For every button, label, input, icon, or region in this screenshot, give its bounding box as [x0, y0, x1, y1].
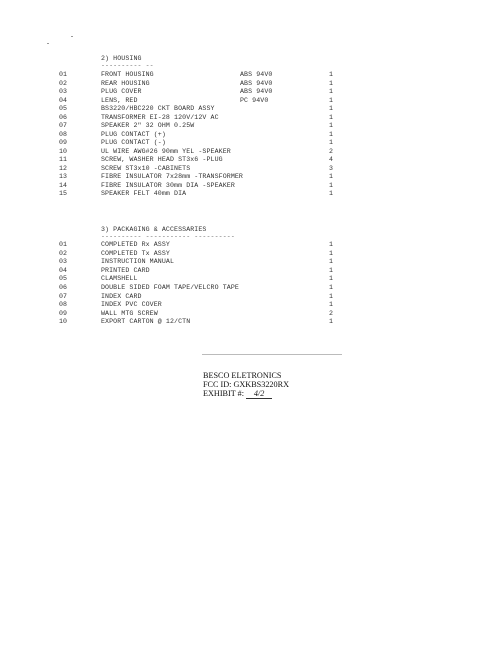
item-number: 01: [59, 241, 68, 248]
item-quantity: 1: [329, 258, 334, 266]
item-number: 03: [59, 258, 68, 266]
item-material: ABS 94V0: [240, 79, 273, 87]
item-number: 05: [59, 275, 68, 283]
item-number: 08: [59, 301, 68, 309]
item-description: PLUG COVER: [101, 88, 142, 95]
item-quantity: 1: [329, 71, 334, 78]
item-quantity: 1: [329, 266, 334, 274]
item-description: SCREW, WASHER HEAD ST3x6 -PLUG: [101, 156, 223, 163]
item-description: PLUG CONTACT (-): [101, 139, 166, 146]
item-number: 08: [59, 130, 68, 138]
item-quantity: 1: [329, 139, 334, 146]
item-description: INDEX PVC COVER: [101, 301, 162, 309]
item-description: CLAMSHELL: [101, 275, 138, 283]
footer-divider-line: [202, 354, 342, 355]
list-item: [0, 318, 488, 327]
item-quantity: 1: [329, 301, 334, 309]
item-quantity: 2: [329, 309, 334, 317]
item-number: 06: [59, 284, 68, 291]
item-description: COMPLETED Tx ASSY: [101, 249, 170, 257]
item-number: 11: [59, 156, 68, 163]
item-number: 01: [59, 71, 68, 78]
housing-section-title: 2) HOUSING: [101, 55, 142, 62]
item-number: 09: [59, 139, 68, 146]
item-number: 03: [59, 88, 68, 95]
item-description: BS3220/HBC220 CKT BOARD ASSY: [101, 105, 215, 112]
item-quantity: 1: [329, 249, 334, 257]
item-description: FRONT HOUSING: [101, 71, 154, 78]
item-quantity: 1: [329, 241, 334, 248]
item-quantity: 1: [329, 105, 334, 112]
packaging-section-underline: ---------- ----------- ----------: [101, 233, 235, 240]
item-description: TRANSFORMER EI-28 120V/12V AC: [101, 113, 219, 121]
item-description: SPEAKER FELT 40mm DIA: [101, 190, 187, 197]
exhibit-label: EXHIBIT #:: [203, 389, 245, 398]
exhibit-number: [203, 389, 272, 399]
item-number: 02: [59, 249, 68, 257]
item-material: ABS 94V0: [240, 88, 273, 95]
item-description: INDEX CARD: [101, 292, 142, 300]
item-quantity: 1: [329, 88, 334, 95]
item-quantity: 1: [329, 96, 334, 104]
item-description: FIBRE INSULATOR 7x28mm -TRANSFORMER: [101, 173, 243, 180]
item-number: 12: [59, 164, 68, 172]
item-description: PLUG CONTACT (+): [101, 130, 166, 138]
item-description: REAR HOUSING: [101, 79, 150, 87]
item-quantity: 1: [329, 318, 334, 326]
item-quantity: 3: [329, 164, 334, 172]
item-material: PC 94V0: [240, 96, 269, 104]
scan-speck: [71, 36, 73, 37]
item-number: 13: [59, 173, 68, 180]
item-description: LENS, RED: [101, 96, 138, 104]
item-number: 10: [59, 318, 68, 326]
item-description: DOUBLE SIDED FOAM TAPE/VELCRO TAPE: [101, 284, 239, 291]
exhibit-value: 4/2: [246, 389, 272, 399]
item-number: 09: [59, 309, 68, 317]
item-number: 06: [59, 113, 68, 121]
item-number: 14: [59, 181, 68, 189]
item-quantity: 2: [329, 147, 334, 155]
fcc-id: FCC ID: GXKBS3220RX: [203, 380, 289, 389]
item-number: 04: [59, 96, 68, 104]
item-number: 10: [59, 147, 68, 155]
item-number: 04: [59, 266, 68, 274]
housing-section-underline: ---------- --: [101, 62, 154, 69]
item-description: COMPLETED Rx ASSY: [101, 241, 170, 248]
company-name: BESCO ELETRONICS: [203, 371, 282, 380]
item-quantity: 1: [329, 79, 334, 87]
item-number: 05: [59, 105, 68, 112]
item-number: 15: [59, 190, 68, 197]
item-quantity: 1: [329, 181, 334, 189]
item-quantity: 4: [329, 156, 334, 163]
item-description: SCREW ST3x10 -CABINETS: [101, 164, 191, 172]
item-material: ABS 94V0: [240, 71, 273, 78]
packaging-section-title: 3) PACKAGING & ACCESSARIES: [101, 226, 207, 233]
item-description: SPEAKER 2" 32 OHM 0.25W: [101, 122, 195, 129]
item-description: WALL MTG SCREW: [101, 309, 158, 317]
item-description: FIBRE INSULATOR 30mm DIA -SPEAKER: [101, 181, 235, 189]
item-quantity: 1: [329, 113, 334, 121]
item-description: INSTRUCTION MANUAL: [101, 258, 175, 266]
item-number: 07: [59, 122, 68, 129]
item-description: PRINTED CARD: [101, 266, 150, 274]
item-quantity: 1: [329, 275, 334, 283]
item-quantity: 1: [329, 173, 334, 180]
scan-speck: [47, 43, 49, 44]
item-description: UL WIRE AWG#26 90mm YEL -SPEAKER: [101, 147, 231, 155]
item-number: 07: [59, 292, 68, 300]
item-quantity: 1: [329, 130, 334, 138]
item-quantity: 1: [329, 284, 334, 291]
item-quantity: 1: [329, 122, 334, 129]
item-description: EXPORT CARTON @ 12/CTN: [101, 318, 191, 326]
item-quantity: 1: [329, 292, 334, 300]
list-item: [0, 190, 488, 199]
item-number: 02: [59, 79, 68, 87]
item-quantity: 1: [329, 190, 334, 197]
